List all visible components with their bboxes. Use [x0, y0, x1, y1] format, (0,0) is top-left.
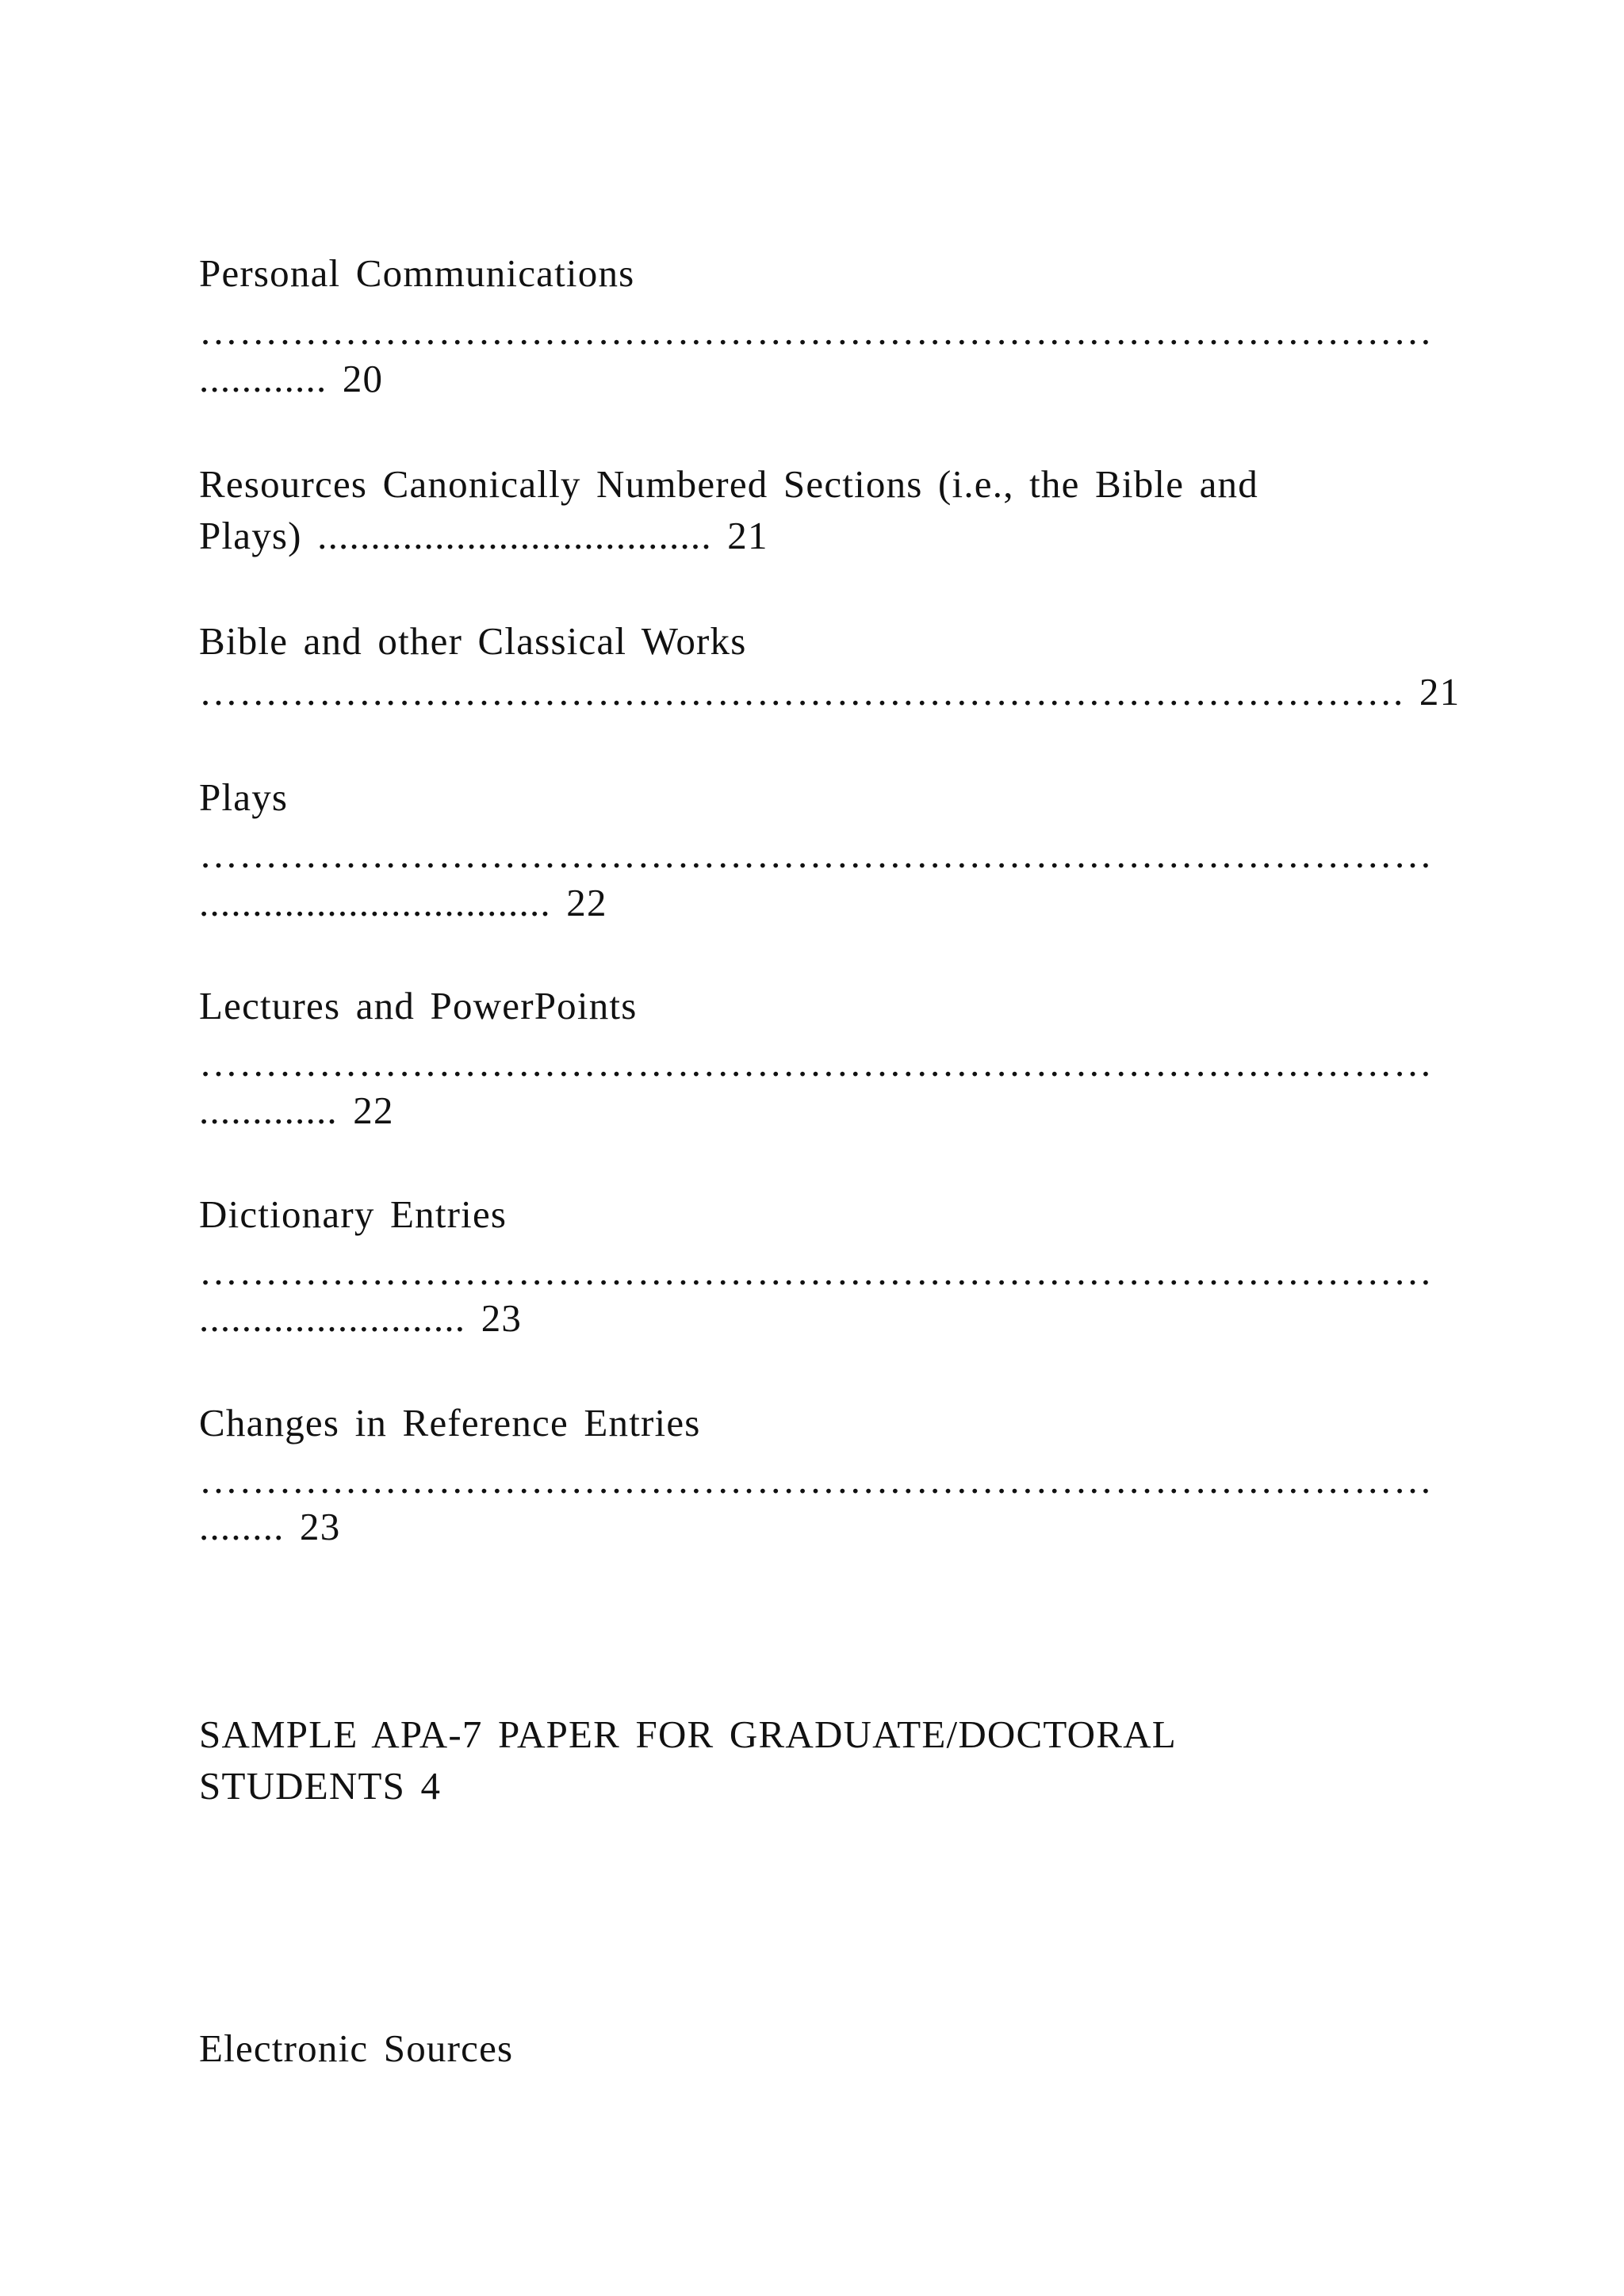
toc-dot-leader: ………………………………………………………………………………. 21 [199, 670, 1461, 714]
toc-dot-leader: ………………………………………………………………………………… [199, 1458, 1434, 1502]
toc-entry-title: Personal Communications [199, 251, 635, 295]
toc-dot-leader: ………………………………………………………………………………… [199, 1041, 1434, 1085]
toc-dot-leader: ………………………………………………………………………………… [199, 309, 1434, 353]
toc-page-number-line: ........ 23 [199, 1505, 341, 1548]
toc-entry-title: Plays [199, 775, 289, 819]
toc-page-number-line: ................................. 22 [199, 881, 607, 924]
section-heading: Electronic Sources [199, 2026, 514, 2070]
toc-entry-title: Lectures and PowerPoints [199, 984, 638, 1027]
running-head: SAMPLE APA-7 PAPER FOR GRADUATE/DOCTORAL [199, 1712, 1177, 1756]
toc-page-number-line: ......................... 23 [199, 1296, 523, 1340]
toc-page-number-line: ............ 20 [199, 357, 384, 400]
toc-dot-leader: ………………………………………………………………………………… [199, 832, 1434, 876]
toc-entry-title: Bible and other Classical Works [199, 619, 747, 663]
running-head-page-number: STUDENTS 4 [199, 1764, 442, 1808]
toc-entry-title-continued: Plays) ..................................... 21 [199, 514, 768, 557]
toc-page-number-line: ............. 22 [199, 1089, 394, 1132]
toc-entry-title: Resources Canonically Numbered Sections (i.e., the Bible and [199, 462, 1258, 506]
toc-entry-title: Dictionary Entries [199, 1192, 508, 1236]
toc-entry-title: Changes in Reference Entries [199, 1401, 701, 1445]
toc-dot-leader: ………………………………………………………………………………… [199, 1249, 1434, 1293]
